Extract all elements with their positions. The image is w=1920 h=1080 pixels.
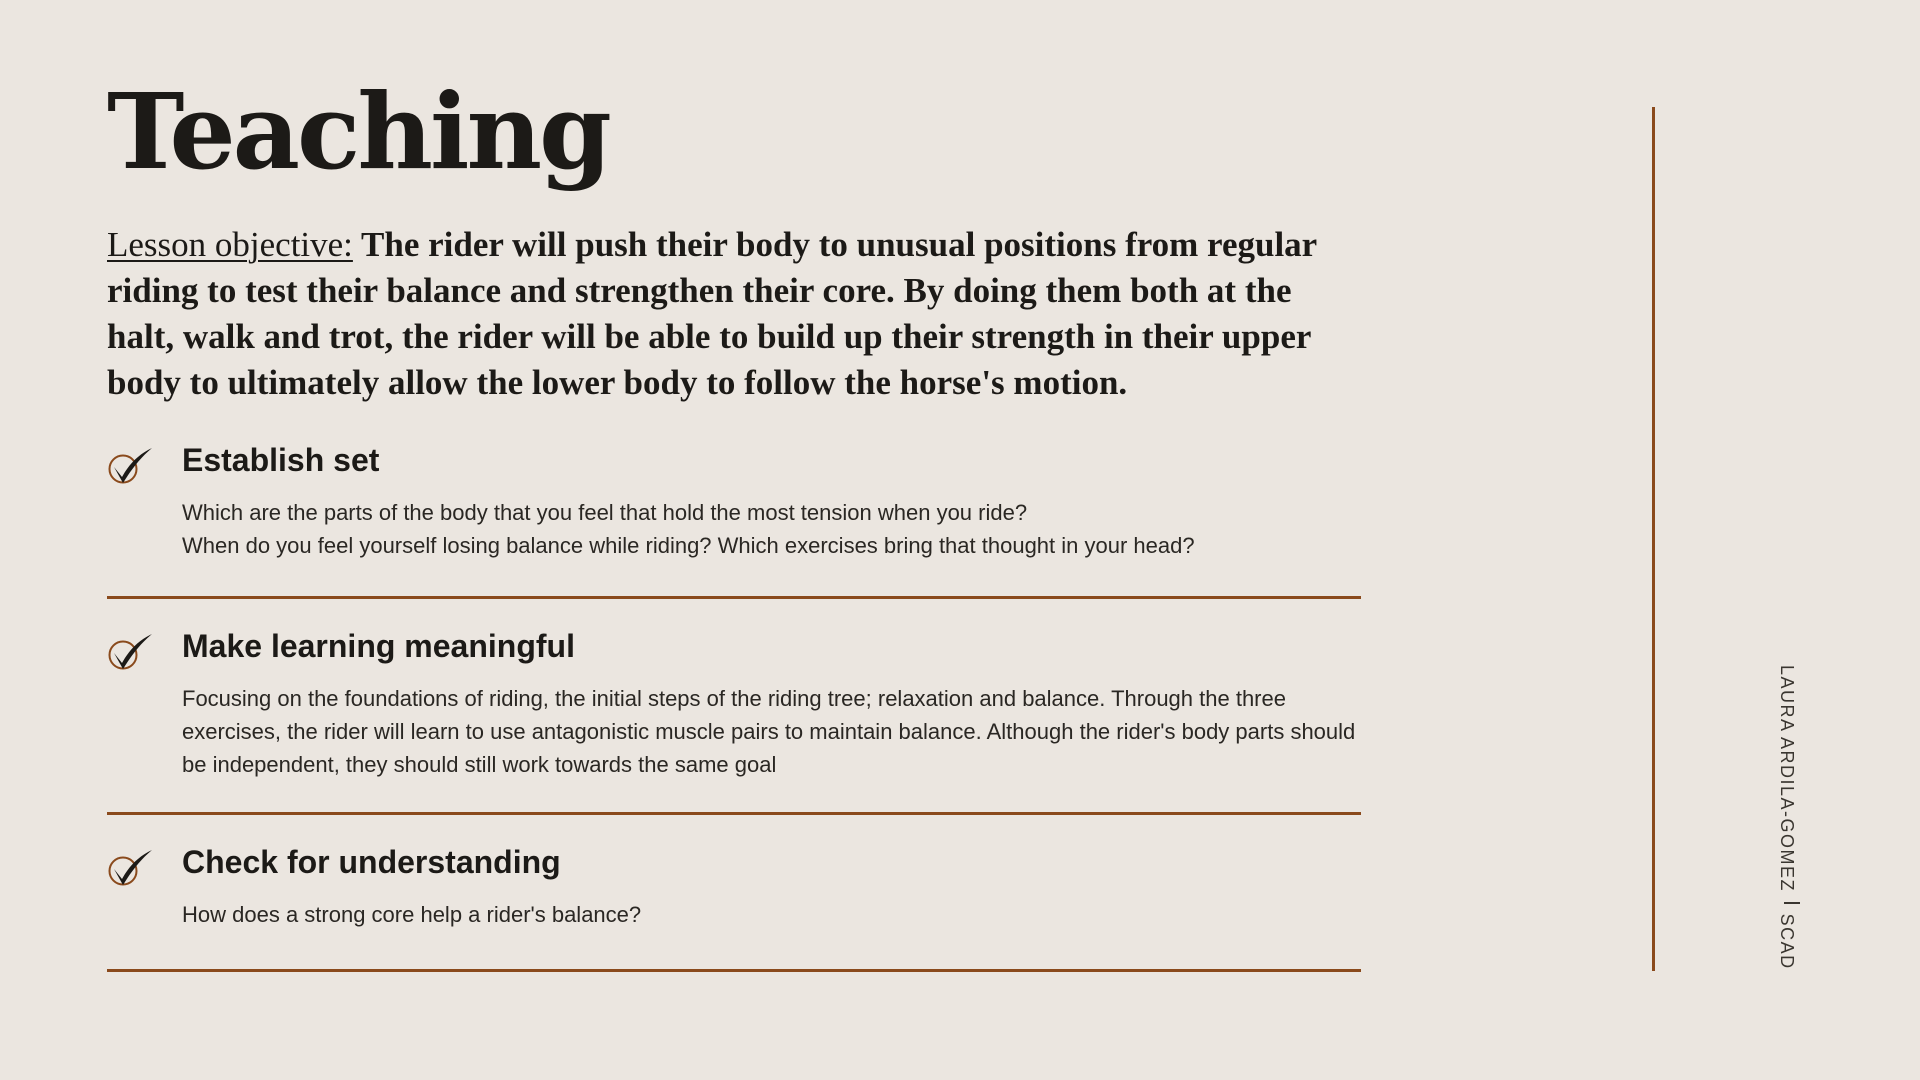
checkmark-circle-icon (107, 632, 155, 672)
lesson-objective (107, 222, 1367, 406)
section-title: Check for understanding (182, 844, 561, 880)
section-title: Make learning meaningful (182, 628, 575, 664)
page-title: Teaching (107, 70, 609, 193)
section-body (182, 898, 1362, 931)
author-name: LAURA ARDILA-GOMEZ (1777, 665, 1797, 893)
author-credit (1775, 665, 1800, 970)
section-divider (107, 969, 1361, 972)
credit-separator (1784, 902, 1800, 904)
checkmark-circle-icon (107, 848, 155, 888)
lesson-objective-text: The rider will push their body to unusual positions from regular riding to test their balance and strengthen their core. By doing them both at the halt, walk and trot, the rider will be able to build up their strength in their upper body to ultimately allow the lower body to follow the horse's motion. (107, 225, 1317, 402)
vertical-divider (1652, 107, 1655, 971)
section-body-line: Focusing on the foundations of riding, the initial steps of the riding tree; relaxation and balance. Through the three exercises, the rider will learn to use antagonistic muscle pairs to maintain balance. Although the rider's body parts should be independent, they should still work towards the same goal (182, 686, 1356, 777)
checkmark-circle-icon (107, 446, 155, 486)
section-title: Establish set (182, 442, 380, 478)
section-body (182, 682, 1362, 781)
section-divider (107, 812, 1361, 815)
section-body (182, 496, 1362, 562)
author-org: SCAD (1777, 913, 1797, 970)
section-body-line: When do you feel yourself losing balance while riding? Which exercises bring that thought in your head? (182, 533, 1195, 558)
section-body-line: How does a strong core help a rider's balance? (182, 902, 642, 927)
section-body-line: Which are the parts of the body that you feel that hold the most tension when you ride? (182, 500, 1028, 525)
section-divider (107, 596, 1361, 599)
lesson-objective-label: Lesson objective: (107, 225, 353, 264)
